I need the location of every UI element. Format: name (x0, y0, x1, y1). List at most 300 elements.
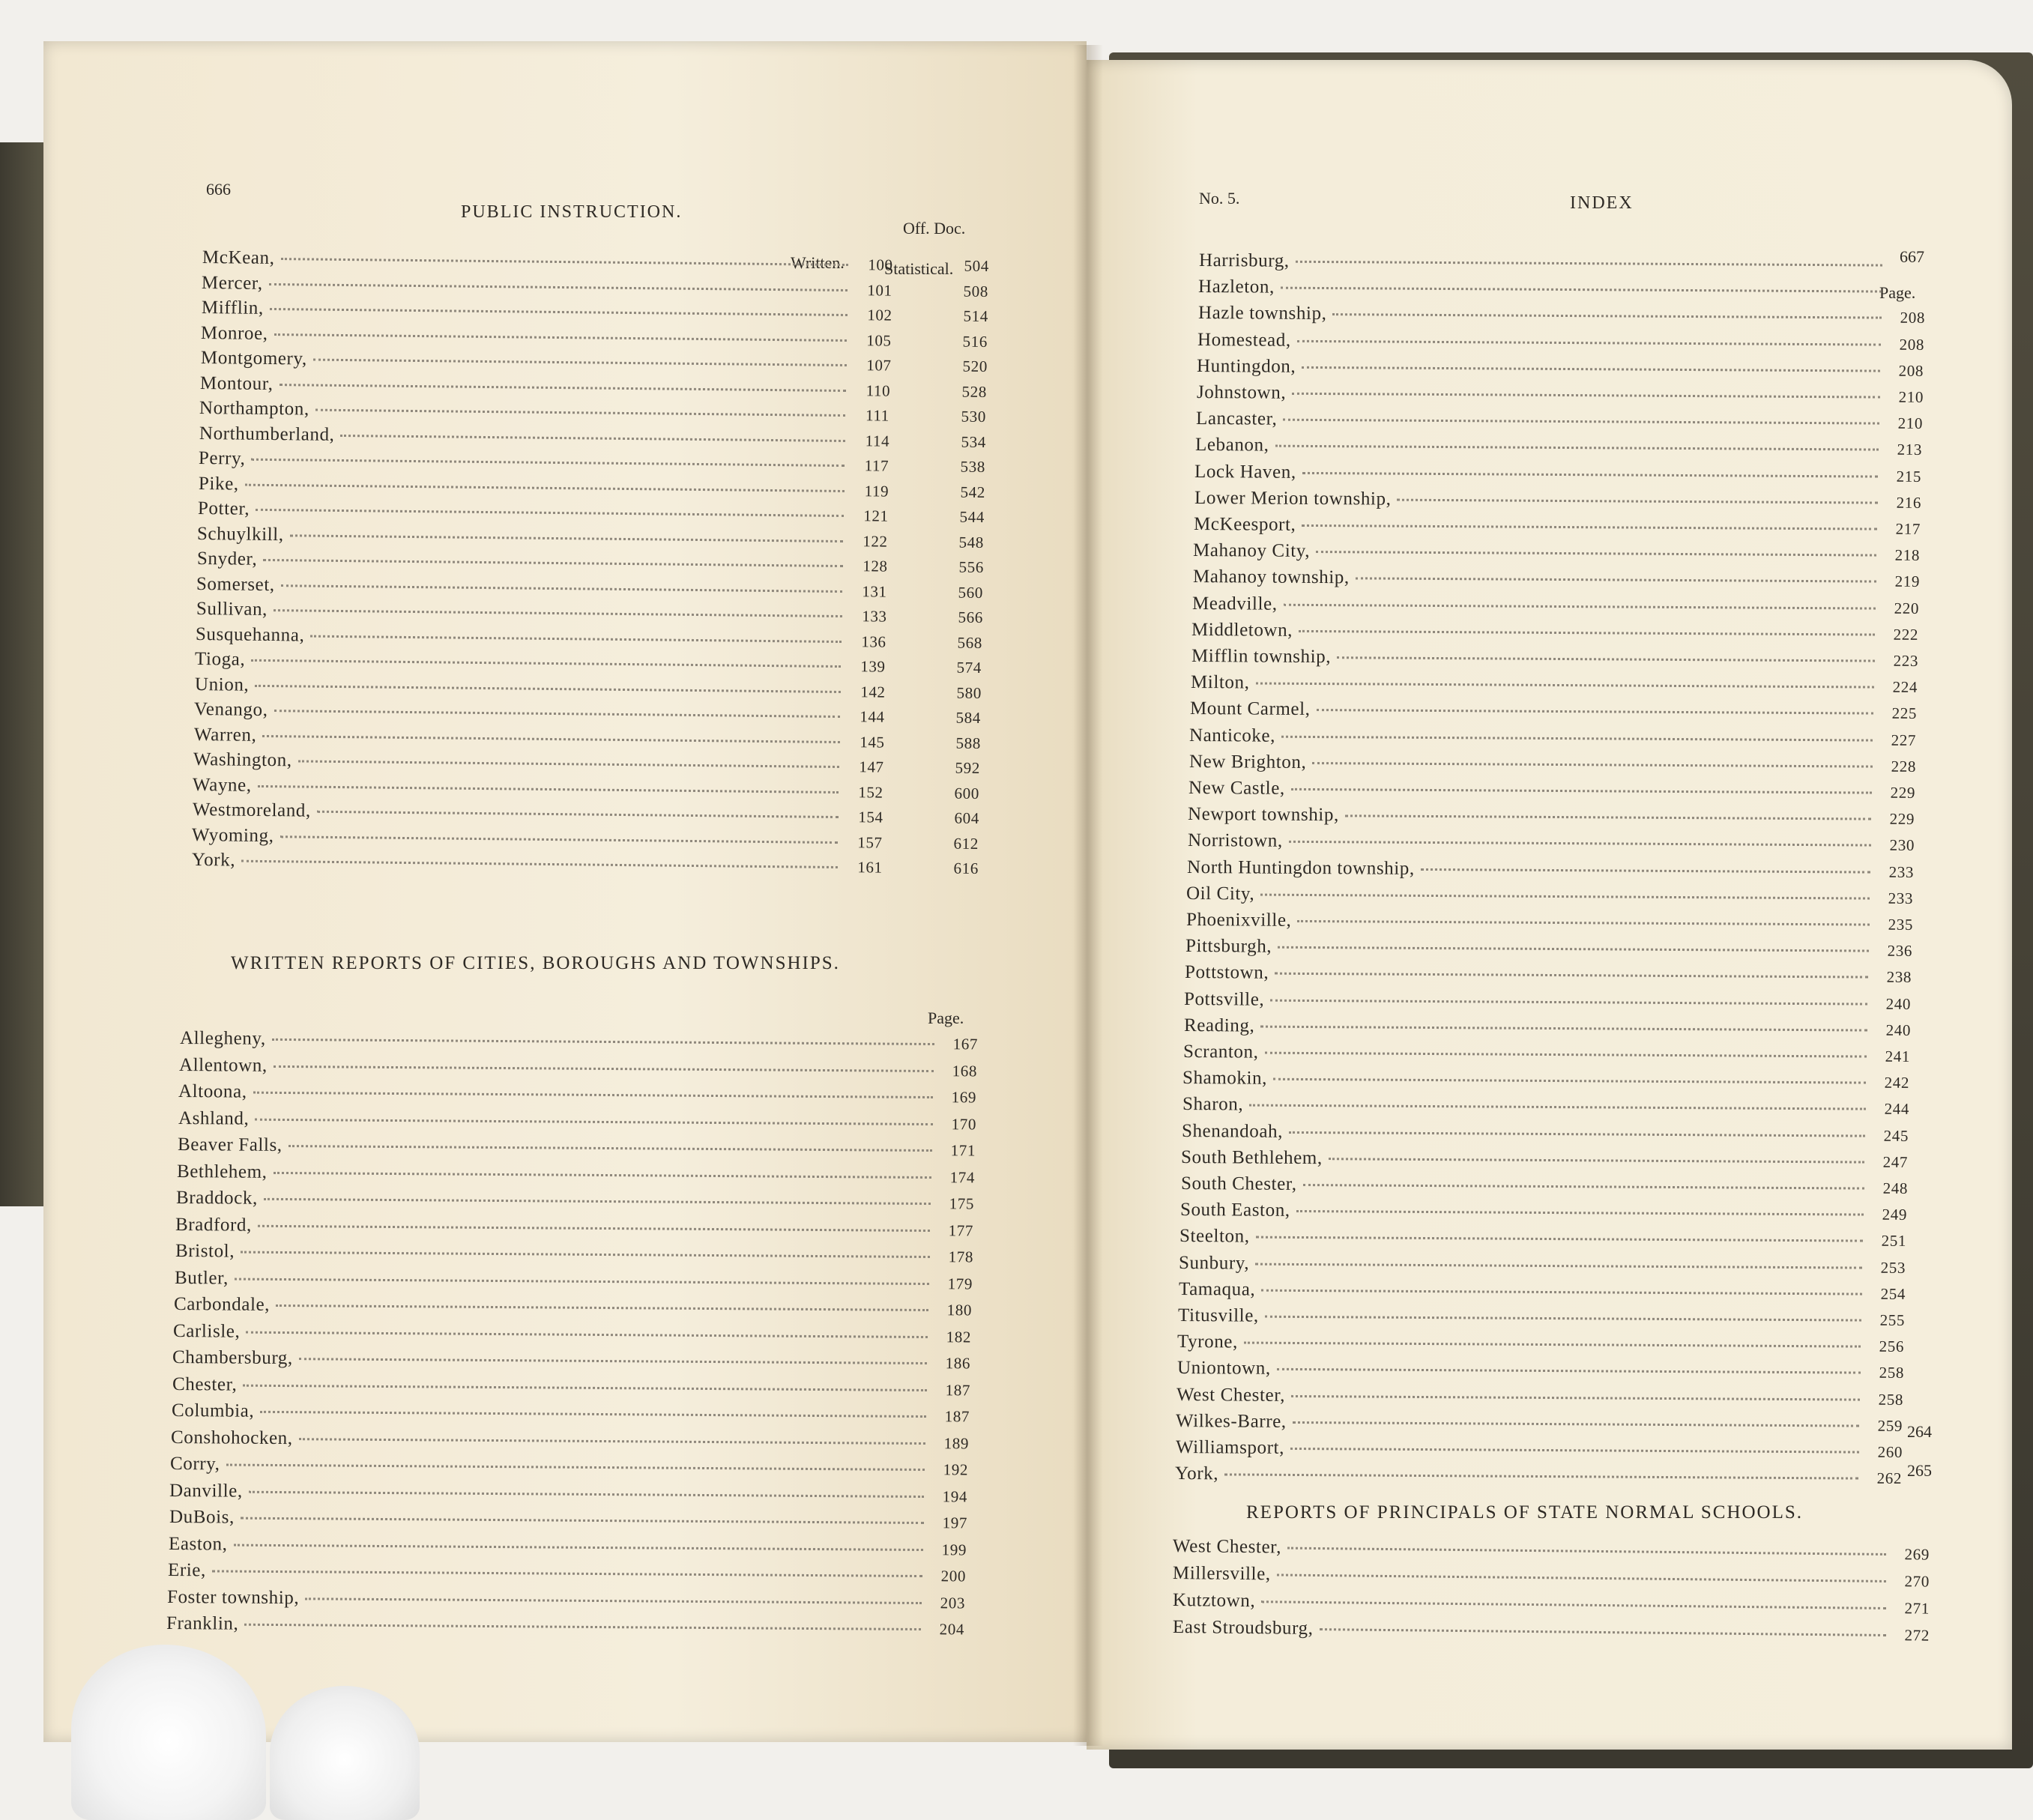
entry-name: Wyoming, (192, 824, 274, 846)
page-number: 240 (1885, 994, 1912, 1013)
dot-leader (1293, 1421, 1859, 1427)
statistical-page-number: 508 (963, 282, 989, 300)
dot-leader (1244, 1342, 1861, 1348)
page-number: 210 (1898, 387, 1924, 406)
dot-leader (1291, 788, 1872, 794)
dot-leader (1276, 1368, 1860, 1374)
dot-leader (256, 509, 844, 517)
dot-leader (249, 1490, 924, 1497)
written-page-number: 161 (857, 858, 883, 877)
dot-leader (1355, 578, 1876, 583)
dot-leader (1302, 1184, 1864, 1190)
entry-name: Milton, (1190, 672, 1250, 693)
dot-leader (1290, 1448, 1858, 1454)
entry-name: Steelton, (1179, 1226, 1250, 1247)
page-number: 233 (1888, 889, 1914, 907)
page-number: 229 (1890, 783, 1916, 802)
entry-name: Schuylkill, (197, 523, 285, 545)
statistical-column-header: Statistical. (884, 259, 954, 278)
dot-leader (1283, 419, 1879, 425)
dot-leader (1397, 498, 1878, 504)
page-number: 210 (1897, 414, 1923, 433)
dot-leader (244, 483, 844, 492)
entry-name: Nanticoke, (1189, 725, 1276, 746)
entry-name: South Bethlehem, (1181, 1146, 1323, 1168)
statistical-page-number: 574 (956, 658, 982, 677)
entry-name: Sunbury, (1179, 1252, 1250, 1274)
page-number: 218 (1894, 545, 1921, 565)
entry-name: Washington, (193, 749, 292, 771)
dot-leader (245, 1624, 922, 1630)
page-number: 255 (1879, 1310, 1906, 1329)
city-entry (1192, 593, 1919, 619)
entry-name: Tioga, (195, 649, 246, 670)
written-page-number: 139 (860, 657, 886, 676)
dot-leader (1289, 1131, 1865, 1137)
entry-name: New Brighton, (1188, 751, 1307, 773)
page-number: 253 (1880, 1258, 1906, 1277)
city-entry (1183, 1041, 1910, 1067)
dot-leader (263, 559, 843, 567)
entry-name: Lancaster, (1195, 408, 1278, 429)
dot-leader (1291, 1395, 1860, 1401)
dot-leader (255, 1118, 933, 1125)
statistical-page-number: 542 (960, 483, 985, 501)
written-page-number: 110 (866, 381, 891, 400)
dot-leader (280, 384, 846, 392)
entry-name: Warren, (193, 724, 257, 746)
city-entry (1189, 752, 1916, 777)
dot-leader (1275, 445, 1879, 451)
page-number: 169 (951, 1088, 977, 1107)
entry-name: York, (1174, 1463, 1219, 1484)
page-number: 216 (1896, 493, 1921, 512)
written-page-number: 136 (861, 632, 886, 651)
entry-name: Mercer, (202, 272, 264, 294)
entry-name: Pottsville, (1184, 988, 1265, 1010)
page-number: 258 (1879, 1364, 1904, 1382)
page-number: 245 (1883, 1126, 1909, 1145)
city-entry (1179, 1253, 1906, 1278)
page-number: 204 (939, 1620, 965, 1639)
city-entry (1182, 1121, 1909, 1146)
entry-name: Johnstown, (1196, 382, 1286, 403)
entry-name: Sharon, (1182, 1094, 1243, 1115)
written-column-header: Written. (791, 253, 845, 272)
dot-leader (1299, 630, 1875, 636)
page-number: 249 (1882, 1205, 1907, 1224)
entry-name: Altoona, (178, 1081, 248, 1102)
entry-name: Bristol, (175, 1241, 235, 1262)
page-number: 235 (1888, 915, 1913, 934)
entry-name: Tamaqua, (1178, 1278, 1256, 1300)
statistical-page-number: 592 (955, 758, 981, 777)
city-entry (1178, 1305, 1905, 1331)
entry-name: Snyder, (196, 548, 258, 569)
dot-leader (233, 1544, 922, 1550)
dot-leader (253, 1092, 933, 1098)
statistical-page-number: 612 (953, 834, 979, 853)
page-number: 238 (1886, 968, 1912, 987)
dot-leader (288, 1145, 931, 1152)
dot-leader (312, 359, 846, 366)
written-page-number: 101 (867, 280, 893, 300)
entry-name: Danville, (169, 1480, 244, 1502)
dot-leader (272, 1039, 934, 1045)
city-entry (1176, 1411, 1903, 1436)
dot-leader (1278, 946, 1869, 952)
dot-leader (1281, 287, 1882, 293)
dot-leader (1249, 1104, 1866, 1110)
written-page-number: 117 (864, 456, 889, 475)
page-number: 199 (941, 1540, 967, 1559)
city-entry (1176, 1385, 1903, 1410)
dot-leader (1271, 999, 1868, 1005)
city-entry (1191, 620, 1918, 645)
city-entry (1196, 382, 1923, 408)
dot-leader (1297, 339, 1881, 345)
page-number: 189 (943, 1433, 970, 1452)
page-number: 244 (1884, 1100, 1909, 1119)
written-page-number: 100 (868, 256, 893, 274)
dot-leader (269, 282, 848, 291)
entry-name: Lower Merion township, (1194, 487, 1392, 510)
entry-name: Wayne, (193, 774, 253, 796)
dot-leader (255, 684, 841, 692)
page-number: 220 (1894, 599, 1919, 617)
dot-leader (1265, 1316, 1861, 1322)
page-number: 222 (1893, 625, 1919, 644)
book-cover-left (0, 142, 45, 1206)
page-number: 224 (1892, 677, 1918, 697)
dot-leader (247, 1331, 928, 1337)
page-number: 236 (1887, 941, 1912, 961)
page-number: 247 (1882, 1152, 1909, 1171)
dot-leader (1260, 893, 1870, 899)
statistical-page-number: 556 (958, 557, 984, 576)
city-entry (1187, 857, 1914, 883)
written-page-number: 105 (866, 330, 892, 350)
page-number: 227 (1891, 731, 1917, 749)
entry-name: Lock Haven, (1194, 461, 1297, 483)
page-number: 260 (1877, 1442, 1903, 1461)
entry-name: Carbondale, (173, 1294, 271, 1315)
entry-name: Potter, (197, 498, 250, 519)
entry-name: Monroe, (201, 322, 268, 344)
city-entry (1179, 1279, 1906, 1304)
page-number: 262 (1876, 1469, 1902, 1488)
dot-leader (274, 1065, 934, 1071)
statistical-page-number: 528 (961, 382, 988, 401)
dot-leader (1255, 683, 1873, 689)
entry-name: Bradford, (175, 1214, 253, 1236)
page-number: 248 (1882, 1179, 1908, 1197)
entry-name: Reading, (1183, 1015, 1255, 1036)
statistical-page-number: 514 (963, 306, 988, 325)
right-page-number: 667 (1900, 247, 1924, 266)
page-number: 240 (1885, 1021, 1911, 1039)
city-entry (1175, 1437, 1902, 1463)
dot-leader (1332, 313, 1882, 318)
page-number: 208 (1898, 361, 1924, 380)
page-number: 178 (948, 1248, 973, 1266)
entry-name: Carlisle, (173, 1320, 241, 1342)
page-number: 168 (952, 1061, 978, 1080)
page-number: 174 (949, 1167, 976, 1186)
dot-leader (1296, 261, 1882, 267)
page-number: 177 (948, 1221, 974, 1239)
entry-name: Homestead, (1197, 329, 1291, 351)
page-number: 180 (946, 1301, 973, 1319)
city-entry (1180, 1173, 1907, 1199)
statistical-page-number: 516 (962, 332, 988, 351)
written-page-number: 131 (862, 581, 887, 601)
dot-leader (280, 835, 838, 844)
dot-leader (340, 434, 845, 441)
page-number: 171 (950, 1141, 976, 1160)
entry-name: Northampton, (199, 398, 310, 420)
entry-name: Allentown, (179, 1054, 268, 1076)
written-page-number: 152 (858, 782, 884, 802)
dot-leader (305, 1597, 922, 1604)
written-page-number: 154 (857, 808, 883, 826)
statistical-page-number: 566 (958, 608, 983, 626)
dot-leader (212, 1570, 922, 1577)
entry-name: South Easton, (1179, 1200, 1290, 1221)
entry-name: Pittsburgh, (1185, 936, 1272, 957)
entry-name: Hazleton, (1198, 276, 1275, 297)
dot-leader (1288, 841, 1870, 847)
dot-leader (274, 609, 842, 617)
entry-name: South Chester, (1180, 1173, 1297, 1194)
dot-leader (226, 1464, 925, 1472)
dot-leader (274, 333, 847, 342)
written-page-number: 145 (859, 732, 885, 752)
dot-leader (241, 860, 838, 868)
city-entry (1189, 725, 1916, 751)
statistical-page-number: 544 (959, 507, 985, 526)
city-entry (1197, 356, 1924, 381)
written-page-number: 157 (857, 832, 883, 852)
dot-leader (1261, 1289, 1862, 1295)
entry-name: Franklin, (166, 1613, 239, 1634)
entry-name: Sullivan, (196, 599, 268, 620)
page-number: 167 (952, 1035, 979, 1053)
page-number: 254 (1880, 1284, 1906, 1303)
dot-leader (260, 1411, 926, 1418)
dot-leader (274, 710, 840, 718)
dot-leader (317, 811, 839, 818)
document-number: No. 5. (1199, 189, 1240, 208)
entry-name: Easton, (168, 1533, 228, 1555)
entry-name: Mahanoy township, (1192, 566, 1350, 588)
statistical-page-number: 584 (955, 708, 982, 727)
entry-name: Mifflin township, (1191, 646, 1331, 668)
entry-name: Harrisburg, (1198, 250, 1290, 271)
entry-name: Mifflin, (201, 297, 264, 318)
dot-leader (1319, 1628, 1885, 1636)
dot-leader (1302, 471, 1878, 477)
dot-leader (1316, 551, 1876, 557)
dot-leader (258, 784, 839, 793)
city-entry (1184, 989, 1911, 1015)
dot-leader (1421, 868, 1870, 873)
dot-leader (1275, 973, 1868, 979)
dot-leader (1256, 1236, 1863, 1242)
right-section-title: REPORTS OF PRINCIPALS OF STATE NORMAL SCHOOLS. (1246, 1502, 1804, 1523)
page-number: 186 (945, 1354, 971, 1373)
page-number: 194 (942, 1487, 968, 1505)
entry-name: Westmoreland, (192, 799, 311, 821)
entry-name: East Stroudsburg, (1172, 1617, 1314, 1639)
page-number: 271 (1904, 1599, 1930, 1618)
entry-name: Somerset, (196, 573, 276, 595)
page-number: 259 (1877, 1416, 1903, 1435)
dot-leader (290, 534, 843, 542)
dot-leader (252, 659, 842, 668)
page-number: 187 (944, 1407, 970, 1426)
written-page-number: 142 (860, 682, 886, 701)
entry-name: Montgomery, (200, 348, 307, 369)
statistical-page-number: 534 (961, 432, 986, 451)
entry-name: McKean, (202, 247, 275, 269)
entry-name: Chambersburg, (172, 1347, 294, 1369)
entry-name: West Chester, (1172, 1536, 1282, 1558)
page-number: 256 (1879, 1337, 1905, 1356)
entry-name: York, (191, 850, 235, 871)
statistical-page-number: 560 (958, 583, 984, 602)
written-page-number: 133 (861, 607, 887, 626)
page-number: 182 (946, 1327, 972, 1346)
dot-leader (1281, 735, 1873, 741)
entry-name: Oil City, (1186, 883, 1255, 904)
left-running-head: PUBLIC INSTRUCTION. (461, 202, 683, 222)
left-page-number: 666 (206, 180, 231, 199)
entry-name: Braddock, (176, 1188, 259, 1209)
entry-name: Corry, (170, 1454, 220, 1475)
dot-leader (1345, 814, 1871, 820)
entry-name: Millersville, (1172, 1563, 1271, 1585)
dot-leader (1277, 1573, 1886, 1582)
city-entry (1185, 910, 1912, 935)
page-number: 217 (1895, 519, 1921, 538)
dot-leader (1297, 920, 1870, 926)
entry-name: Newport township, (1188, 804, 1340, 826)
entry-name: Phoenixville, (1185, 910, 1292, 931)
dot-leader (1317, 709, 1873, 715)
dot-leader (299, 1438, 925, 1445)
dot-leader (262, 734, 840, 743)
page-number: 208 (1900, 309, 1925, 327)
dot-leader (1296, 1210, 1863, 1216)
city-entry (1194, 488, 1921, 513)
dot-leader (235, 1278, 929, 1284)
dot-leader (299, 1358, 927, 1364)
dot-leader (243, 1384, 927, 1391)
written-page-number: 144 (860, 707, 885, 726)
left-page-column-header: Page. (928, 1009, 964, 1027)
dot-leader (241, 1251, 930, 1258)
entry-name: Titusville, (1177, 1305, 1259, 1326)
entry-name: Allegheny, (179, 1028, 266, 1049)
dot-leader (281, 258, 848, 266)
dot-leader (274, 1171, 931, 1178)
dot-leader (1337, 656, 1875, 662)
right-page-column-header: Page. (1879, 283, 1916, 302)
statistical-page-number: 604 (954, 808, 979, 827)
dot-leader (281, 584, 842, 593)
page-number-extra: 264 (1907, 1422, 1932, 1441)
written-page-number: 111 (866, 406, 890, 425)
entry-name: Norristown, (1187, 830, 1283, 852)
entry-name: Chester, (172, 1373, 238, 1395)
statistical-page-number: 504 (964, 256, 990, 275)
written-page-number: 107 (866, 356, 892, 375)
left-section-title: WRITTEN REPORTS OF CITIES, BOROUGHS AND TOWNSHIPS. (231, 953, 840, 973)
entry-name: Pottstown, (1185, 962, 1269, 984)
page-number: 208 (1899, 335, 1924, 354)
dot-leader (270, 308, 848, 316)
entry-name: Tyrone, (1177, 1331, 1239, 1352)
page-number: 230 (1889, 836, 1915, 855)
entry-name: Wilkes-Barre, (1176, 1410, 1287, 1432)
city-entry (1184, 1015, 1911, 1041)
page-number: 203 (940, 1593, 966, 1612)
page-number: 197 (942, 1514, 967, 1532)
entry-name: Union, (194, 674, 250, 695)
entry-name: Venango, (194, 699, 268, 721)
entry-name: Huntingdon, (1197, 355, 1296, 377)
entry-name: Northumberland, (199, 423, 335, 445)
dot-leader (1302, 366, 1880, 372)
city-entry (1197, 330, 1924, 355)
page-number: 175 (949, 1194, 975, 1213)
dot-leader (1261, 1600, 1886, 1609)
page-number: 242 (1884, 1073, 1910, 1092)
city-entry (1194, 462, 1921, 487)
entry-name: Hazle township, (1197, 303, 1327, 324)
statistical-page-number: 616 (953, 859, 979, 877)
entry-name: Ashland, (178, 1107, 250, 1129)
dot-leader (310, 635, 842, 642)
page-number: 200 (940, 1567, 967, 1585)
entry-name: Bethlehem, (176, 1161, 268, 1182)
dot-leader (1260, 1025, 1867, 1031)
entry-name: West Chester, (1176, 1384, 1286, 1406)
page-number: 241 (1885, 1047, 1911, 1065)
entry-name: Columbia, (171, 1400, 255, 1421)
entry-name: Susquehanna, (195, 623, 305, 646)
city-entry (1199, 250, 1926, 276)
page-number: 272 (1904, 1626, 1930, 1645)
dot-leader (1292, 393, 1880, 399)
page-number: 215 (1896, 467, 1922, 486)
entry-name: Mahanoy City, (1193, 540, 1311, 562)
dot-leader (252, 459, 845, 467)
page-number: 170 (951, 1114, 976, 1133)
entry-name: Pike, (198, 473, 239, 495)
page-number: 213 (1897, 441, 1923, 459)
written-page-number: 119 (864, 481, 889, 501)
page-number: 192 (943, 1460, 969, 1479)
entry-name: Butler, (174, 1267, 229, 1289)
dot-leader (276, 1304, 928, 1311)
dot-leader (240, 1517, 923, 1524)
entry-name: Shamokin, (1182, 1068, 1268, 1089)
dot-leader (1224, 1474, 1858, 1480)
dot-leader (298, 760, 839, 768)
entry-name: Erie, (167, 1560, 206, 1581)
